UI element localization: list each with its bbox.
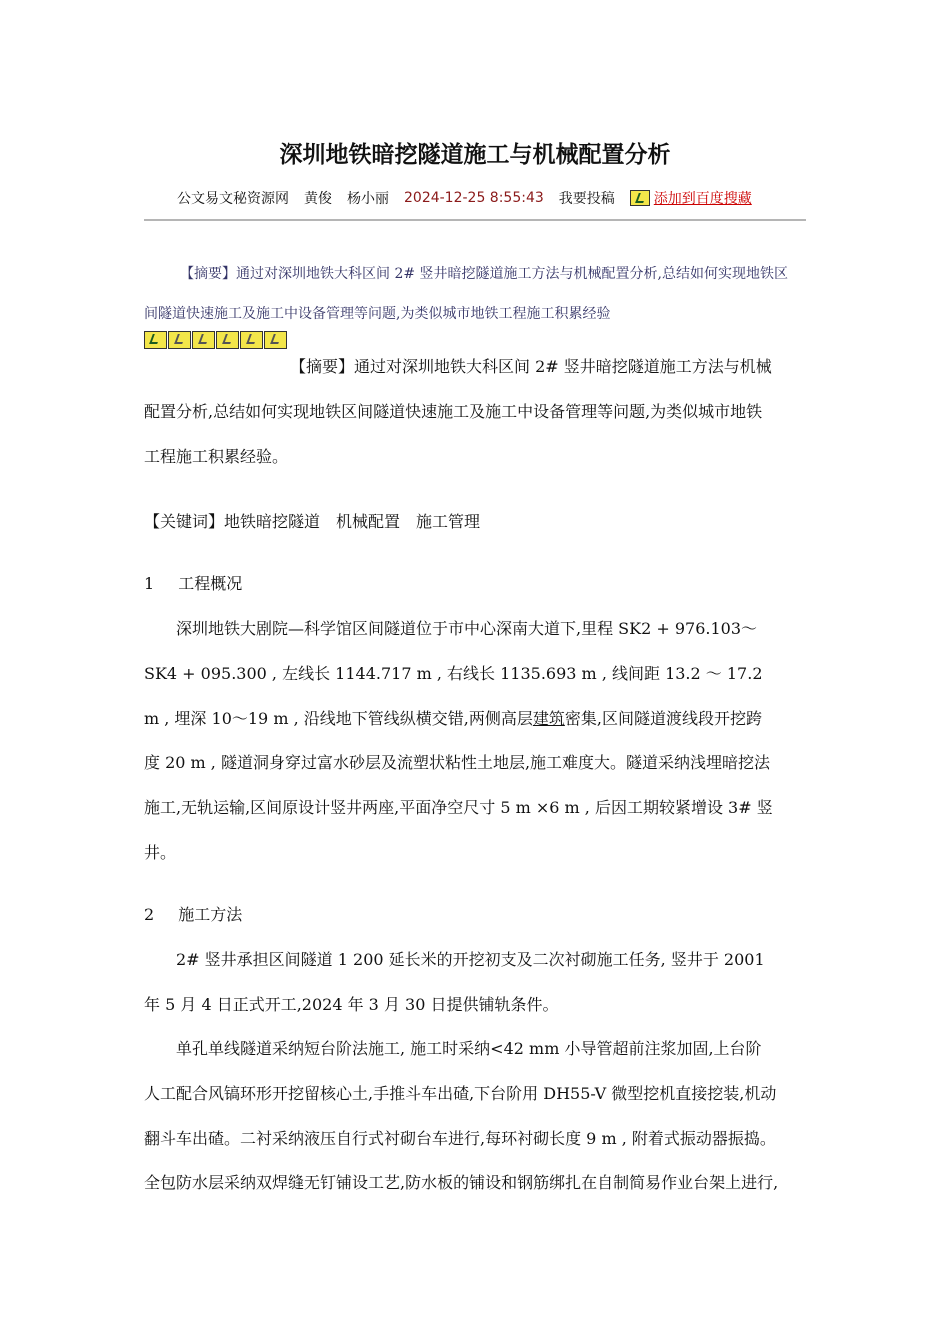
submit-link[interactable]: 我要投稿 (558, 191, 615, 207)
text-span: m , 埋深 10～19 m , 沿线地下管线纵横交错,两侧高层 (144, 708, 533, 728)
section-2-paragraph-2 (144, 1027, 809, 1206)
header-divider (144, 219, 806, 221)
paragraph-line: 单孔单线隧道采纳短台阶法施工, 施工时采纳<42 mm 小导管超前注浆加固,上台阶 (176, 1039, 762, 1058)
abstract-summary-line: 【摘要】通过对深圳地铁大科区间 2# 竖井暗挖隧道施工方法与机械配置分析,总结如何实现地铁区 (180, 266, 788, 282)
author-name: 黄俊 (304, 191, 332, 207)
paragraph-line: 井。 (144, 842, 177, 862)
section-number: 1 (144, 574, 155, 593)
paragraph-line: 度 20 m , 隧道洞身穿过富水砂层及流塑状粘性土地层,施工难度大。隧道采纳浅埋暗挖法 (144, 753, 771, 773)
source-site: 公文易文秘资源网 (177, 191, 289, 207)
text-span: 密集,区间隧道渡线段开挖跨 (564, 708, 762, 728)
paragraph-line: 施工,无轨运输,区间原设计竖井两座,平面净空尺寸 5 m ×6 m , 后因工期较紧增设 3# 竖 (144, 798, 773, 818)
section-1-paragraph (144, 607, 809, 876)
bookmark-icon[interactable] (630, 190, 650, 206)
keywords: 【关键词】地铁暗挖隧道 机械配置 施工管理 (144, 512, 481, 531)
paragraph-line: 翻斗车出碴。二衬采纳液压自行式衬砌台车进行,每环衬砌长度 9 m , 附着式振动器振捣。 (144, 1128, 776, 1148)
paragraph-line: 全包防水层采纳双焊缝无钉铺设工艺,防水板的铺设和钢筋绑扎在自制简易作业台架上进行, (144, 1173, 779, 1193)
paragraph-line: 深圳地铁大剧院—科学馆区间隧道位于市中心深南大道下,里程 SK2 + 976.103～ (176, 619, 758, 638)
author-name: 杨小丽 (347, 191, 389, 207)
section-number: 2 (144, 905, 155, 924)
paragraph-line (144, 697, 809, 742)
add-to-baidu-link[interactable]: 添加到百度搜藏 (653, 191, 752, 207)
abstract-summary (144, 254, 809, 334)
abstract-line: 工程施工积累经验。 (144, 446, 289, 466)
paragraph-line: SK4 + 095.300 , 左线长 1144.717 m , 右线长 1135.693 m , 线间距 13.2 ～ 17.2 (144, 663, 763, 683)
paragraph-line: 年 5 月 4 日正式开工,2024 年 3 月 30 日提供铺轨条件。 (144, 994, 559, 1014)
abstract-line: 配置分析,总结如何实现地铁区间隧道快速施工及施工中设备管理等问题,为类似城市地铁 (144, 401, 763, 421)
section-1-heading (144, 562, 809, 607)
section-title: 工程概况 (178, 574, 243, 593)
article-title: 深圳地铁暗挖隧道施工与机械配置分析 (279, 142, 671, 168)
article-meta (177, 187, 752, 209)
abstract-paragraph (144, 345, 809, 479)
abstract-summary-line: 间隧道快速施工及施工中设备管理等问题,为类似城市地铁工程施工积累经验 (144, 306, 611, 322)
section-2-heading (144, 893, 809, 938)
publish-date: 2024-12-25 8:55:43 (404, 190, 544, 206)
abstract-line: 【摘要】通过对深圳地铁大科区间 2# 竖井暗挖隧道施工方法与机械 (290, 357, 772, 376)
paragraph-line: 人工配合风镐环形开挖留核心土,手推斗车出碴,下台阶用 DH55-V 微型挖机直接挖装,机动 (144, 1083, 777, 1103)
section-2-paragraph-1 (144, 938, 809, 1028)
building-link[interactable]: 建筑 (532, 708, 565, 728)
paragraph-line: 2# 竖井承担区间隧道 1 200 延长米的开挖初支及二次衬砌施工任务, 竖井于 2001 (176, 950, 765, 969)
section-title: 施工方法 (178, 905, 243, 924)
